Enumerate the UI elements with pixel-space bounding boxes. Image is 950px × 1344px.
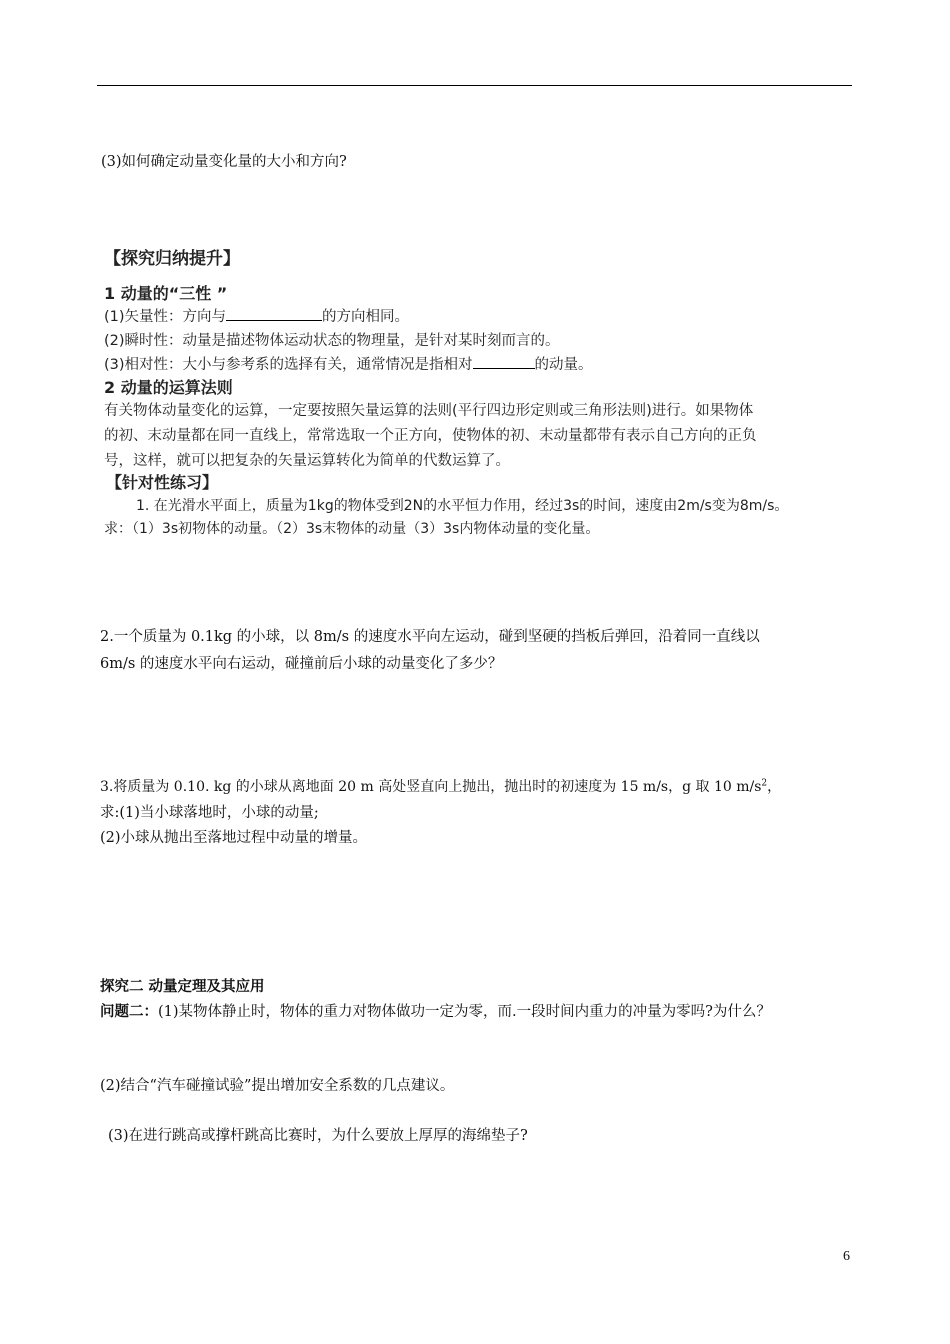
fill-blank[interactable] — [473, 354, 535, 369]
vector-property-line — [104, 305, 409, 326]
question-2-1-line — [100, 1000, 771, 1021]
exponent: 2 — [761, 778, 768, 789]
section-2-title: 2 动量的运算法则 — [104, 378, 233, 397]
fill-blank[interactable] — [226, 306, 322, 321]
question-2-1: (1)某物体静止时，物体的重力对物体做功一定为零，而.一段时间内重力的冲量为零吗?为什么？ — [158, 1004, 771, 1020]
operation-rule-line-2: 的初、末动量都在同一直线上，常常选取一个正方向，使物体的初、末动量都带有表示自己方向的正负 — [104, 428, 757, 444]
section-header: 【探究归纳提升】 — [104, 249, 240, 269]
exercise-3-line-1-end: ， — [767, 779, 782, 795]
exercise-3-line-1-text: 3.将质量为 0.10. kg 的小球从离地面 20 m 高处竖直向上抛出，抛出时的初速度为 15 m/s，g 取 10 m/s — [100, 779, 762, 795]
explore-2-title: 探究二 动量定理及其应用 — [100, 978, 265, 995]
instant-property-line: (2)瞬时性：动量是描述物体运动状态的物理量，是针对某时刻而言的。 — [104, 333, 560, 349]
relative-property-line — [104, 353, 593, 374]
page-number: 6 — [843, 1249, 850, 1264]
question-2-label: 问题二： — [100, 1003, 158, 1020]
exercise-1-line-1: 1. 在光滑水平面上，质量为1kg的物体受到2N的水平恒力作用，经过3s的时间，速度由2m/s变为8m/s。 — [136, 498, 789, 514]
vector-property-prefix: (1)矢量性：方向与 — [104, 309, 227, 325]
relative-property-prefix: (3)相对性：大小与参考系的选择有关，通常情况是指相对 — [104, 357, 473, 373]
question-2-3: (3)在进行跳高或撑杆跳高比赛时，为什么要放上厚厚的海绵垫子? — [108, 1128, 528, 1144]
exercise-2-line-2: 6m/s 的速度水平向右运动，碰撞前后小球的动量变化了多少？ — [100, 656, 503, 672]
practice-title: 【针对性练习】 — [106, 473, 219, 492]
exercise-3-line-2: 求:(1)当小球落地时，小球的动量; — [100, 805, 319, 821]
question-2-2: (2)结合“汽车碰撞试验”提出增加安全系数的几点建议。 — [100, 1078, 455, 1094]
section-1-title: 1 动量的“三性 ” — [104, 284, 228, 303]
exercise-1-line-2: 求：（1）3s初物体的动量。（2）3s末物体的动量（3）3s内物体动量的变化量。 — [104, 521, 600, 537]
header-rule — [97, 85, 852, 86]
vector-property-suffix: 的方向相同。 — [322, 309, 410, 325]
exercise-3-line-1 — [100, 776, 781, 796]
exercise-2-line-1: 2.一个质量为 0.1kg 的小球，以 8m/s 的速度水平向左运动，碰到坚硬的挡板后弹回，沿着同一直线以 — [100, 629, 760, 645]
operation-rule-line-1: 有关物体动量变化的运算，一定要按照矢量运算的法则(平行四边形定则或三角形法则)进行。如果物体 — [104, 403, 754, 419]
operation-rule-line-3: 号，这样，就可以把复杂的矢量运算转化为简单的代数运算了。 — [104, 453, 510, 469]
question-1-3: (3)如何确定动量变化量的大小和方向? — [101, 154, 347, 170]
exercise-3-line-3: (2)小球从抛出至落地过程中动量的增量。 — [100, 830, 368, 846]
relative-property-suffix: 的动量。 — [534, 357, 593, 373]
